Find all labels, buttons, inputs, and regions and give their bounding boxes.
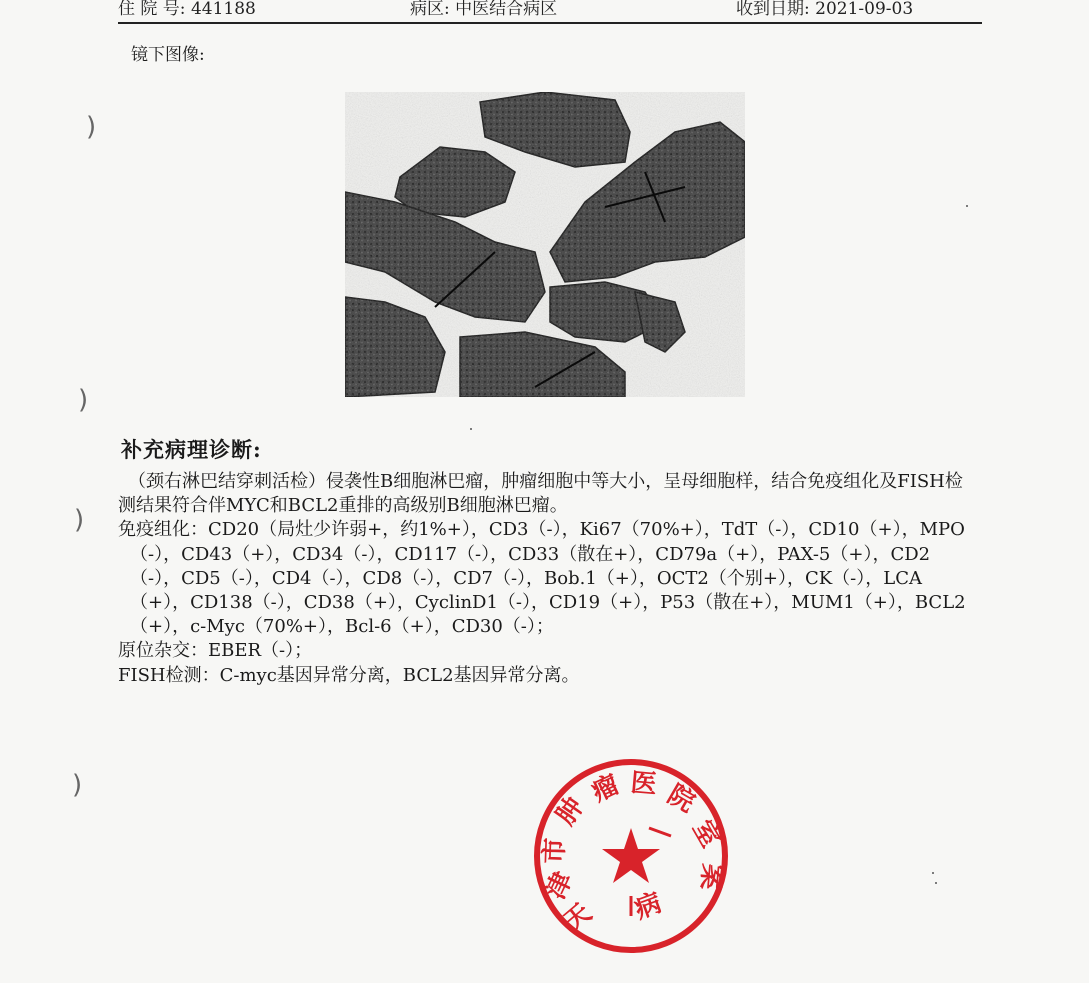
diagnosis-conclusion: （颈右淋巴结穿刺活检）侵袭性B细胞淋巴瘤，肿瘤细胞中等大小，呈母细胞样，结合免疫组化及FISH检测结果符合伴MYC和BCL2重排的高级别B细胞淋巴瘤。 (118, 471, 963, 517)
svg-text:病: 病 (630, 887, 666, 926)
header-rule (118, 22, 982, 24)
in-situ-hybridization-result: 原位杂交：EBER（-）； (118, 640, 313, 662)
svg-text:案: 案 (694, 862, 728, 891)
svg-text:市: 市 (539, 837, 571, 865)
inpatient-number: 住 院 号: 441188 (118, 0, 256, 19)
binder-hole-mark: ) (72, 770, 83, 800)
scan-speck (935, 882, 937, 884)
received-date: 收到日期: 2021-09-03 (736, 0, 914, 19)
binder-hole-mark: ) (78, 385, 89, 415)
svg-text:肿: 肿 (550, 792, 591, 831)
scan-speck (470, 428, 472, 430)
fish-result: FISH检测：C-myc基因异常分离，BCL2基因异常分离。 (118, 664, 580, 686)
binder-hole-mark: ) (86, 112, 97, 142)
immunohistochemistry-results: 免疫组化：CD20（局灶少许弱+，约1%+），CD3（-），Ki67（70%+），TdT（-），CD10（+），MPO（-），CD43（+），CD34（-），CD117（-），CD33（散在+），CD79a（+），PAX-5（+），CD2（-），CD5（-），CD4（-），CD8（-），CD7（-），Bob.1（+），OCT2（个别+），CK（-），LCA（+），CD138（-），CD38（+），CyclinD1（-），CD19（+），P53（散在+），MUM1（+），BCL2（+），c-Myc（70%+），Bcl-6（+），CD30（-）； (118, 519, 966, 638)
svg-text:院: 院 (662, 779, 700, 819)
hospital-seal-stamp (531, 756, 731, 956)
svg-text:天: 天 (558, 898, 598, 938)
svg-text:瘤: 瘤 (587, 769, 624, 808)
diagnosis-body (118, 470, 978, 688)
scan-speck (966, 205, 968, 207)
supplementary-diagnosis-title: 补充病理诊断: (121, 437, 262, 462)
svg-text:医: 医 (629, 767, 658, 801)
svg-text:室: 室 (686, 815, 726, 853)
svg-text:津: 津 (540, 867, 579, 904)
micrograph-label: 镜下图像: (131, 45, 205, 65)
binder-hole-mark: ) (74, 505, 85, 535)
ward: 病区: 中医结合病区 (410, 0, 558, 19)
scan-speck (932, 872, 934, 874)
star-icon (602, 828, 660, 883)
micrograph-image (345, 92, 745, 397)
